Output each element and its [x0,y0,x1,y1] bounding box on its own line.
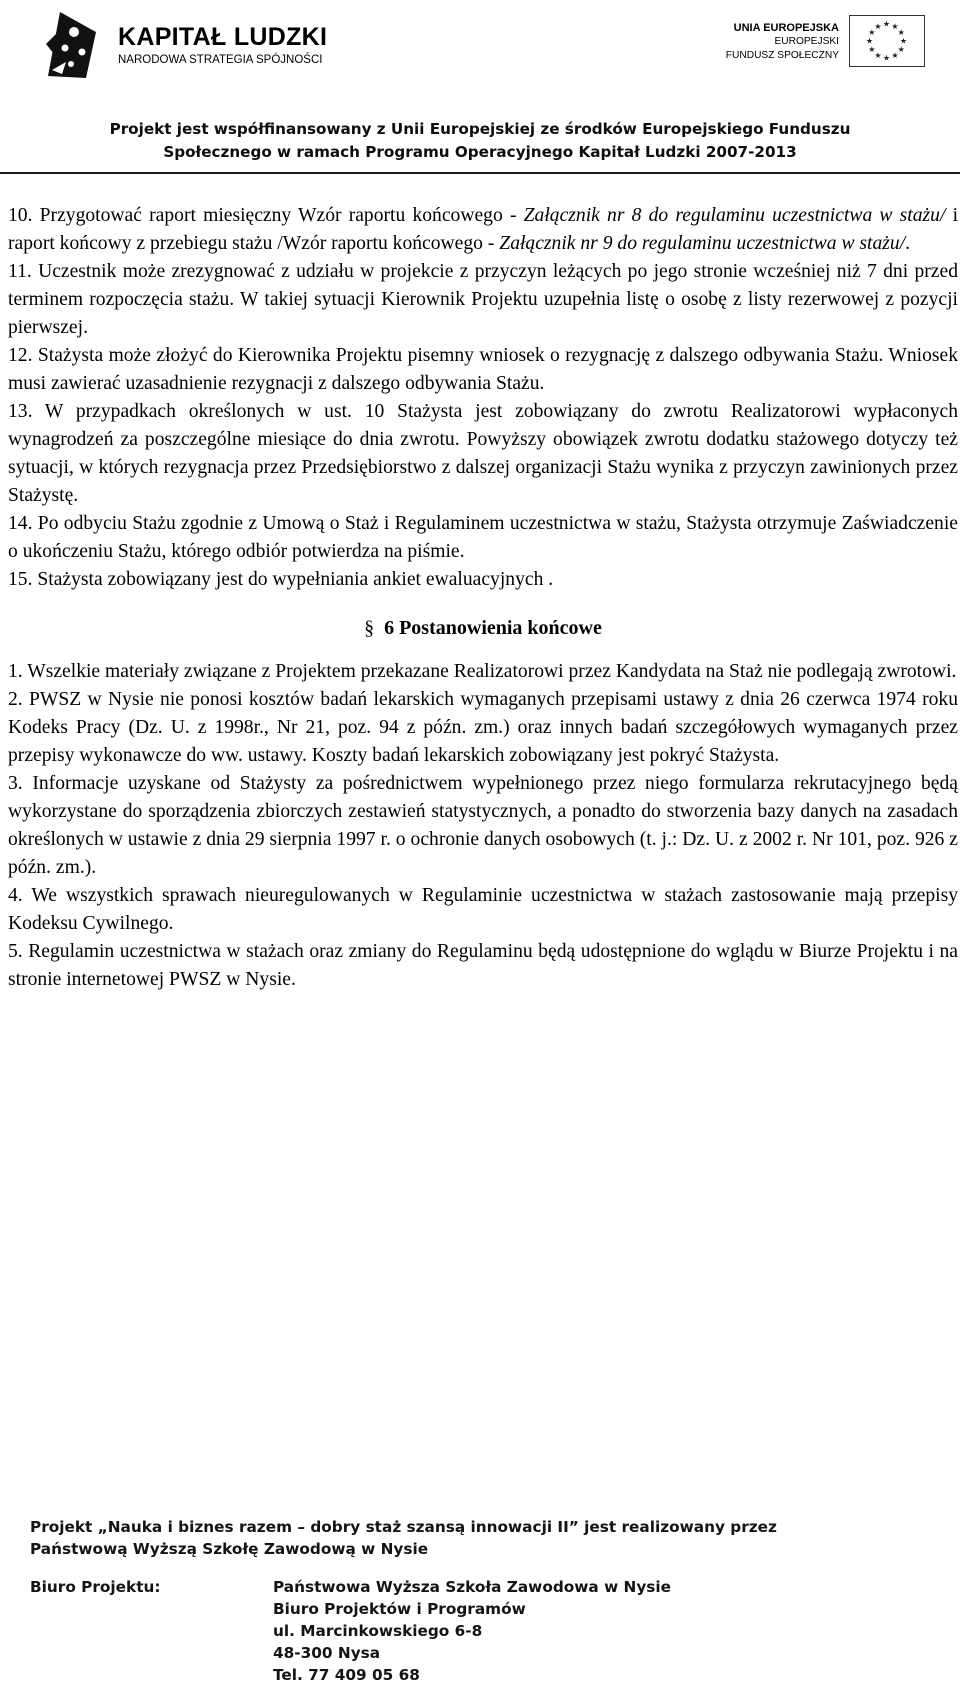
numbered-items-list [8,202,958,594]
eu-line-2: EUROPEJSKI [774,36,839,47]
eu-flag-icon [849,15,925,67]
list-item: 11. Uczestnik może zrezygnować z udziału w projekcie z przyczyn leżących po jego stronie wcześniej niż 7 dni przed terminem rozpoczęcia stażu. W takiej sytuacji Kierownik Projektu uzupełnia listę o osobę z listy rezerwowej z pozycji pierwszej. [8,261,958,338]
eu-logo [725,15,925,75]
list-item: 1. Wszelkie materiały związane z Projektem przekazane Realizatorowi przez Kandydata na Staż nie podlegają zwrotowi. [8,661,957,682]
section-title: 6 Postanowienia końcowe [384,617,602,639]
cofinancing-banner [0,118,960,164]
banner-line-2: Społecznego w ramach Programu Operacyjnego Kapitał Ludzki 2007-2013 [163,143,797,161]
eu-star-icon: ★ [868,28,876,37]
list-item: 13. W przypadkach określonych w ust. 10 Stażysta jest zobowiązany do zwrotu Realizatorowi wypłaconych wynagrodzeń za poszczególne miesiące do dnia zwrotu. Powyższy obowiązek zwrotu dodatku stażowego dotyczy też sytuacji, w których rezygnacja przez Przedsiębiorstwo z dalszej organizacji Stażu wynika z przyczyn zawinionych przez Stażystę. [8,401,958,506]
list-item: 12. Stażysta może złożyć do Kierownika Projektu pisemny wniosek o rezygnację z dalszego odbywania Stażu. Wniosek musi zawierać uzasadnienie rezygnacji z dalszego odbywania Stażu. [8,345,958,394]
eu-star-icon: ★ [865,36,874,46]
eu-line-1: UNIA EUROPEJSKA [733,22,839,34]
eu-logo-text [726,21,839,63]
list-item: 15. Stażysta zobowiązany jest do wypełniania ankiet ewaluacyjnych . [8,569,554,590]
text-run: 10. Przygotować raport miesięczny Wzór raportu końcowego - [8,205,524,226]
list-item [8,202,958,258]
eu-stars-icon [850,16,923,65]
eu-star-icon: ★ [882,19,891,29]
eu-star-icon: ★ [874,21,882,31]
italic-reference: Załącznik nr 9 do regulaminu uczestnictwa w stażu/ [499,233,906,254]
eu-star-icon: ★ [882,53,891,63]
kapital-ludzki-logo [38,4,338,86]
logo-subtitle: NARODOWA STRATEGIA SPÓJNOŚCI [118,54,323,66]
document-body [8,202,958,994]
office-address-line: Państwowa Wyższa Szkoła Zawodowa w Nysie [273,1578,672,1596]
kapital-ludzki-emblem-icon [38,4,108,84]
office-address-line: 48-300 Nysa [273,1644,381,1662]
list-item: 2. PWSZ w Nysie nie ponosi kosztów badań lekarskich wymaganych przepisami ustawy z dnia 26 czerwca 1974 roku Kodeks Pracy (Dz. U. z 1998r., Nr 21, poz. 94 z późn. zm.) oraz innych badań szczegółowych wymaganych przez przepisy wykonawcze do ww. ustawy. Koszty badań lekarskich zobowiązany jest pokryć Stażysta. [8,689,958,766]
text-run: i raport końcowy z przebiegu stażu /Wzór raportu końcowego - [8,205,959,254]
banner-line-1: Projekt jest współfinansowany z Unii Europejskiej ze środków Europejskiego Funduszu [109,120,851,138]
office-phone-line: Tel. 77 409 05 68 [273,1666,420,1684]
office-address-line: ul. Marcinkowskiego 6-8 [273,1622,483,1640]
final-provisions-list [8,658,958,994]
eu-star-icon: ★ [897,45,905,54]
list-item: 4. We wszystkich sprawach nieuregulowanych w Regulaminie uczestnictwa w stażach zastosowanie mają przepisy Kodeksu Cywilnego. [8,885,958,934]
page-footer [30,1516,930,1686]
section-heading [8,614,958,642]
list-item: 14. Po odbyciu Stażu zgodnie z Umową o Staż i Regulaminem uczestnictwa w stażu, Stażysta otrzymuje Zaświadczenie o ukończeniu Stażu, którego odbiór potwierdza na piśmie. [8,513,958,562]
page-header [0,0,960,200]
list-item: 3. Informacje uzyskane od Stażysty za pośrednictwem wypełnionego przez niego formularza rekrutacyjnego będą wykorzystane do sporządzenia zbiorczych zestawień statystycznych, a ponadto do stworzenia bazy danych na zasadach określonych w ustawie z dnia 29 sierpnia 1997 r. o ochronie danych osobowych (t. j.: Dz. U. z 2002 r. Nr 101, poz. 926 z późn. zm.). [8,773,958,878]
section-symbol: § [364,617,375,639]
footer-project-line-1: Projekt „Nauka i biznes razem – dobry staż szansą innowacji II” jest realizowany przez [30,1518,777,1536]
office-label: Biuro Projektu: [30,1578,161,1596]
footer-project-line-2: Państwową Wyższą Szkołę Zawodową w Nysie [30,1540,429,1558]
eu-star-icon: ★ [891,51,899,61]
eu-star-icon: ★ [868,45,876,54]
eu-star-icon: ★ [899,36,908,46]
office-address-line: Biuro Projektów i Programów [273,1600,526,1618]
eu-star-icon: ★ [897,28,905,37]
logo-title: KAPITAŁ LUDZKI [118,23,328,51]
italic-reference: Załącznik nr 8 do regulaminu uczestnictwa w stażu/ [523,205,946,226]
project-office [30,1576,930,1686]
text-run: . [905,233,911,254]
list-item: 5. Regulamin uczestnictwa w stażach oraz zmiany do Regulaminu będą udostępnione do wglądu w Biurze Projektu i na stronie internetowej PWSZ w Nysie. [8,941,958,990]
eu-line-3: FUNDUSZ SPOŁECZNY [725,50,839,61]
header-divider [0,172,960,174]
eu-star-icon: ★ [874,51,882,61]
eu-star-icon: ★ [891,21,899,31]
